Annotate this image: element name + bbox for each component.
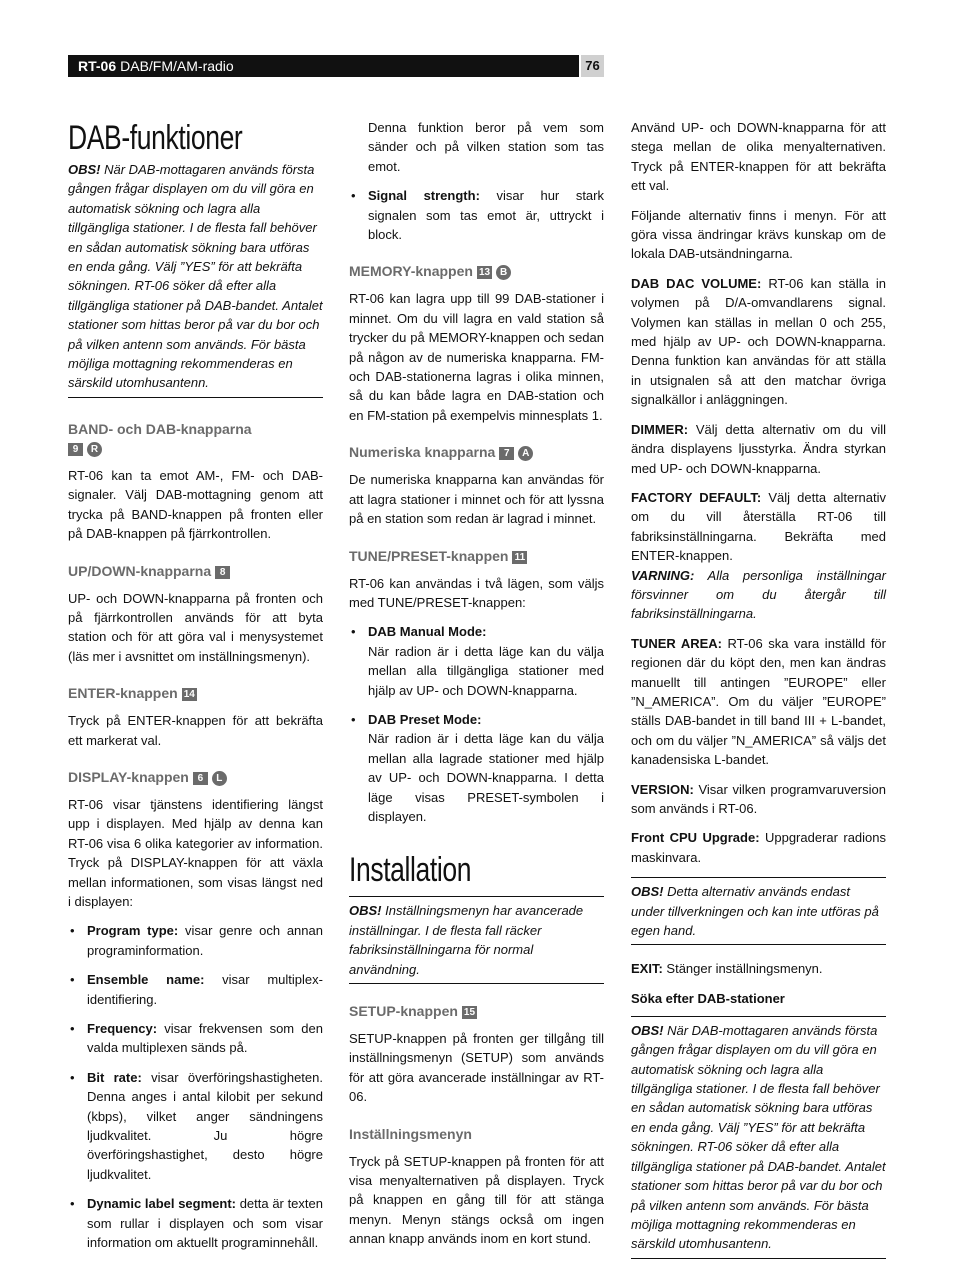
item-text: visar överföringshastigheten. Denna anges i antal kilobit per sekund (kbps), vilket anger sändningens ljudkvalitet. Ju högre överföringshastighet, desto högre ljudkvalitet. [87,1069,323,1182]
menu-nav-text: Använd UP- och DOWN-knapparna för att stega mellan de olika menyalternativen. Tryck på ENTER-knappen för att bekräfta ett val. [631,120,886,194]
note-text: Inställningsmenyn har avancerade inställningar. I de flesta fall räcker fabriksinställningarna för normal användning. [349,903,584,977]
item-label: Dynamic label segment: [87,1196,236,1212]
heading-text: DISPLAY-knappen [68,768,189,785]
option-text: Välj detta alternativ om du vill ändra displayens ljusstyrka. Ändra styrkan med UP- och DOWN-knapparna. [631,421,886,476]
item-label: DAB Preset Mode: [368,711,482,727]
updown-heading [68,562,323,581]
item-label: Program type: [87,923,179,939]
item-text: visar genre och annan programinformation. [87,923,323,958]
column-3 [631,118,886,1269]
key-number-badge: 14 [183,689,195,701]
note-label: OBS! [349,903,382,919]
item-text: visar multiplex-identifiering. [87,972,323,1007]
item-text: När radion är i detta läge kan du välja mellan alla lagrade stationer med hjälp av UP- och DOWN-knapparna. I detta läge visas PRESET-symbolen i displayen. [368,731,604,824]
column-1 [68,118,323,1262]
note-label: OBS! [68,162,101,177]
header-bar [68,55,579,77]
list-item [68,921,323,960]
column-2 [349,118,604,1259]
menu-options-intro: Följande alternativ finns i menyn. För att göra vissa ändringar krävs kunskap om de lokala DAB-utsändningarna. [631,207,886,262]
warning-text: Alla personliga inställningar försvinner om du återgår till fabriksinställningarna. [631,567,886,622]
exit-option [631,959,886,978]
model-name: RT-06 [78,58,117,74]
note-text: När DAB-mottagaren används första gången frågar displayen om du vill göra en automatisk sökning och lagra alla tillgängliga stationer. I de flesta fall behöver en sådan automatisk sökning bara utföras en enda gång. Välj ”YES” för att bekräfta sökningen. RT-06 söker då efter alla tillgängliga stationer på DAB-bandet. Antalet stationer som hittas beror på var du bor och på vilken antenn som används. För bästa möjliga mottagning rekommenderas en särskild utomhusantenn. [631,1022,886,1252]
remote-key-badge: L [212,771,227,786]
option-label: VERSION: [631,781,694,797]
note-label: OBS! [631,884,664,900]
display-heading [68,768,323,787]
heading-text: MEMORY-knappen [349,263,473,280]
item-label: DAB Manual Mode: [368,624,487,640]
menu-heading: Inställningsmenyn [349,1125,472,1142]
signal-list [349,186,604,244]
list-item [349,710,604,826]
option-label: FACTORY DEFAULT: [631,489,762,505]
band-text: RT-06 kan ta emot AM-, FM- och DAB-signaler. Välj DAB-mottagning genom att trycka på BAND-knappen på fronten eller på DAB-knappen på fjärrkontrollen. [68,467,323,542]
dimmer-option [631,420,886,478]
header-subtitle: DAB/FM/AM-radio [120,58,234,74]
enter-heading [68,684,323,703]
option-text: Stänger inställningsmenyn. [666,961,823,977]
numeric-heading [349,443,604,462]
item-label: Ensemble name: [87,972,205,988]
item-text: visar frekvensen som den valda multiplexen sänds på. [87,1021,323,1056]
note-text: När DAB-mottagaren används första gången frågar displayen om du vill göra en automatisk sökning och lagra alla tillgängliga stationer. I de flesta fall behöver en sådan automatisk sökning bara utföras en enda gång. Välj ”YES” för att bekräfta sökningen. RT-06 söker då efter alla tillgängliga stationer på DAB-bandet. Antalet stationer som hittas beror på var du bor och på vilken antenn som används. För bästa möjliga mottagning rekommenderas en särskild utomhusantenn. [68,162,323,391]
key-number-badge: 7 [499,447,514,460]
note-box [631,1016,886,1259]
numeric-text: De numeriska knapparna kan användas för att lagra stationer i minnet och för att lyssna på en station som redan är lagrad i minnet. [349,472,604,527]
remote-key-badge: A [518,446,533,461]
memory-heading [349,262,604,281]
display-text: RT-06 visar tjänstens identifiering längst upp i displayen. Med hjälp av denna kan RT-06 visa 6 olika kategorier av information. Tryck på DISPLAY-knappen för att växla mellan informationen, som visas längst ned i displayen: [68,796,323,909]
option-text: Uppgraderar radions maskinvara. [631,830,886,865]
note-text: Detta alternativ används endast under tillverkningen och kan inte utföras på egen hand. [631,884,879,939]
installation-title: Installation [349,851,472,890]
note-box [68,160,323,398]
enter-text: Tryck på ENTER-knappen för att bekräfta ett markerat val. [68,713,323,748]
item-label: Bit rate: [87,1069,142,1085]
option-label: TUNER AREA: [631,635,722,651]
tune-heading [349,547,604,566]
key-number-badge: 11 [512,551,527,564]
option-label: DAB DAC VOLUME: [631,275,762,291]
search-heading: Söka efter DAB-stationer [631,990,785,1006]
section-title: DAB-funktioner [68,119,243,157]
key-number-badge: 6 [193,772,208,785]
factory-warning [631,566,886,624]
continued-text: Denna funktion beror på vem som sänder och på vilken station som tas emot. [368,120,604,174]
list-item [349,186,604,244]
item-text: visar hur stark signalen som tas emot är, uttryckt i block. [368,188,604,243]
factory-default-option [631,488,886,566]
item-text: detta är texten som rullar i displayen och som visar information om aktuellt programinnehåll. [87,1196,323,1251]
option-text: Visar vilken programvaruversion som används i RT-06. [631,781,886,816]
list-item [68,1068,323,1184]
tuner-area-option [631,634,886,770]
note-label: OBS! [631,1022,664,1038]
key-number-badge: 9 [68,443,83,456]
warning-label: VARNING: [631,567,695,583]
heading-text: Numeriska knapparna [349,444,496,461]
key-number-badge: 13 [478,267,491,279]
remote-key-badge: B [496,265,511,280]
option-label: Front CPU Upgrade: [631,830,760,846]
dac-volume-option [631,274,886,410]
updown-text: UP- och DOWN-knapparna på fronten och på fjärrkontrollen används för att byta station och för att göra val i menysystemet (läs mer i avsnittet om inställningsmenyn). [68,590,323,664]
key-number-badge: 8 [215,566,230,579]
option-text: Välj detta alternativ om du vill återställa RT-06 till fabriksinställningarna. Bekräfta med ENTER-knappen. [631,489,886,564]
list-item [68,1194,323,1252]
remote-key-badge: R [87,442,102,457]
heading-text: SETUP-knappen [349,1003,458,1019]
list-item [68,970,323,1009]
item-label: Signal strength: [368,188,480,204]
option-label: DIMMER: [631,421,689,437]
heading-text: UP/DOWN-knapparna [68,562,212,579]
page-number: 76 [581,55,604,77]
memory-text: RT-06 kan lagra upp till 99 DAB-stationer i minnet. Om du vill lagra en vald station så trycker du på MEMORY-knappen och sedan på någon av de numeriska knapparna. FM- och DAB-stationerna lagras i olika minnen, så du kan både lagra en DAB-station och en FM-station på exempelvis minnesplats 1. [349,291,604,423]
menu-text: Tryck på SETUP-knappen på fronten för att visa menyalternativen på displayen. Tryck på knappen en gång till för att stänga menyn. Menyn stängs också om ingen annan knapp används inom en kort stund. [349,1153,604,1247]
note-box [631,877,886,945]
heading-text: TUNE/PRESET-knappen [349,547,509,564]
band-heading [68,420,323,458]
tune-modes-list [349,622,604,826]
list-item [68,1019,323,1058]
cpu-upgrade-option [631,828,886,867]
heading-text: BAND- och DAB-knapparna [68,420,252,437]
option-text: RT-06 ska vara inställd för regionen där du köpt den, men kan ändras manuellt till antingen ”EUROPE” eller ”N_AMERICA”. Om du väljer ”EUROPE” ställs DAB-bandet in till band III + L-bandet, och om du väljer ”N_AMERICA” så väljs det kanadensiska L-bandet. [631,635,886,768]
option-text: RT-06 kan ställa in volymen på D/A-omvandlarens signal. Volymen kan ställas in mellan 0 och 255, med hjälp av UP- och DOWN-knapparna. Denna funktion kan användas för att ställa in utsignalen så att den matchar övriga signalkällor i anläggningen. [631,275,886,408]
page-header [68,55,604,77]
heading-text: ENTER-knappen [68,685,178,702]
item-label: Frequency: [87,1021,158,1036]
list-item [349,622,604,700]
item-text: När radion är i detta läge kan du välja mellan alla tillgängliga stationer med hjälp av UP- och DOWN-knapparna. [368,643,604,698]
option-label: EXIT: [631,961,663,977]
key-number-badge: 15 [463,1007,476,1018]
setup-heading [349,1002,604,1021]
version-option [631,780,886,819]
note-box [349,896,604,984]
setup-text: SETUP-knappen på fronten ger tillgång till inställningsmenyn (SETUP) som används för att göra avancerade inställningar av RT-06. [349,1031,604,1105]
display-info-list [68,921,323,1252]
tune-text: RT-06 kan användas i två lägen, som väljs med TUNE/PRESET-knappen: [349,575,604,610]
